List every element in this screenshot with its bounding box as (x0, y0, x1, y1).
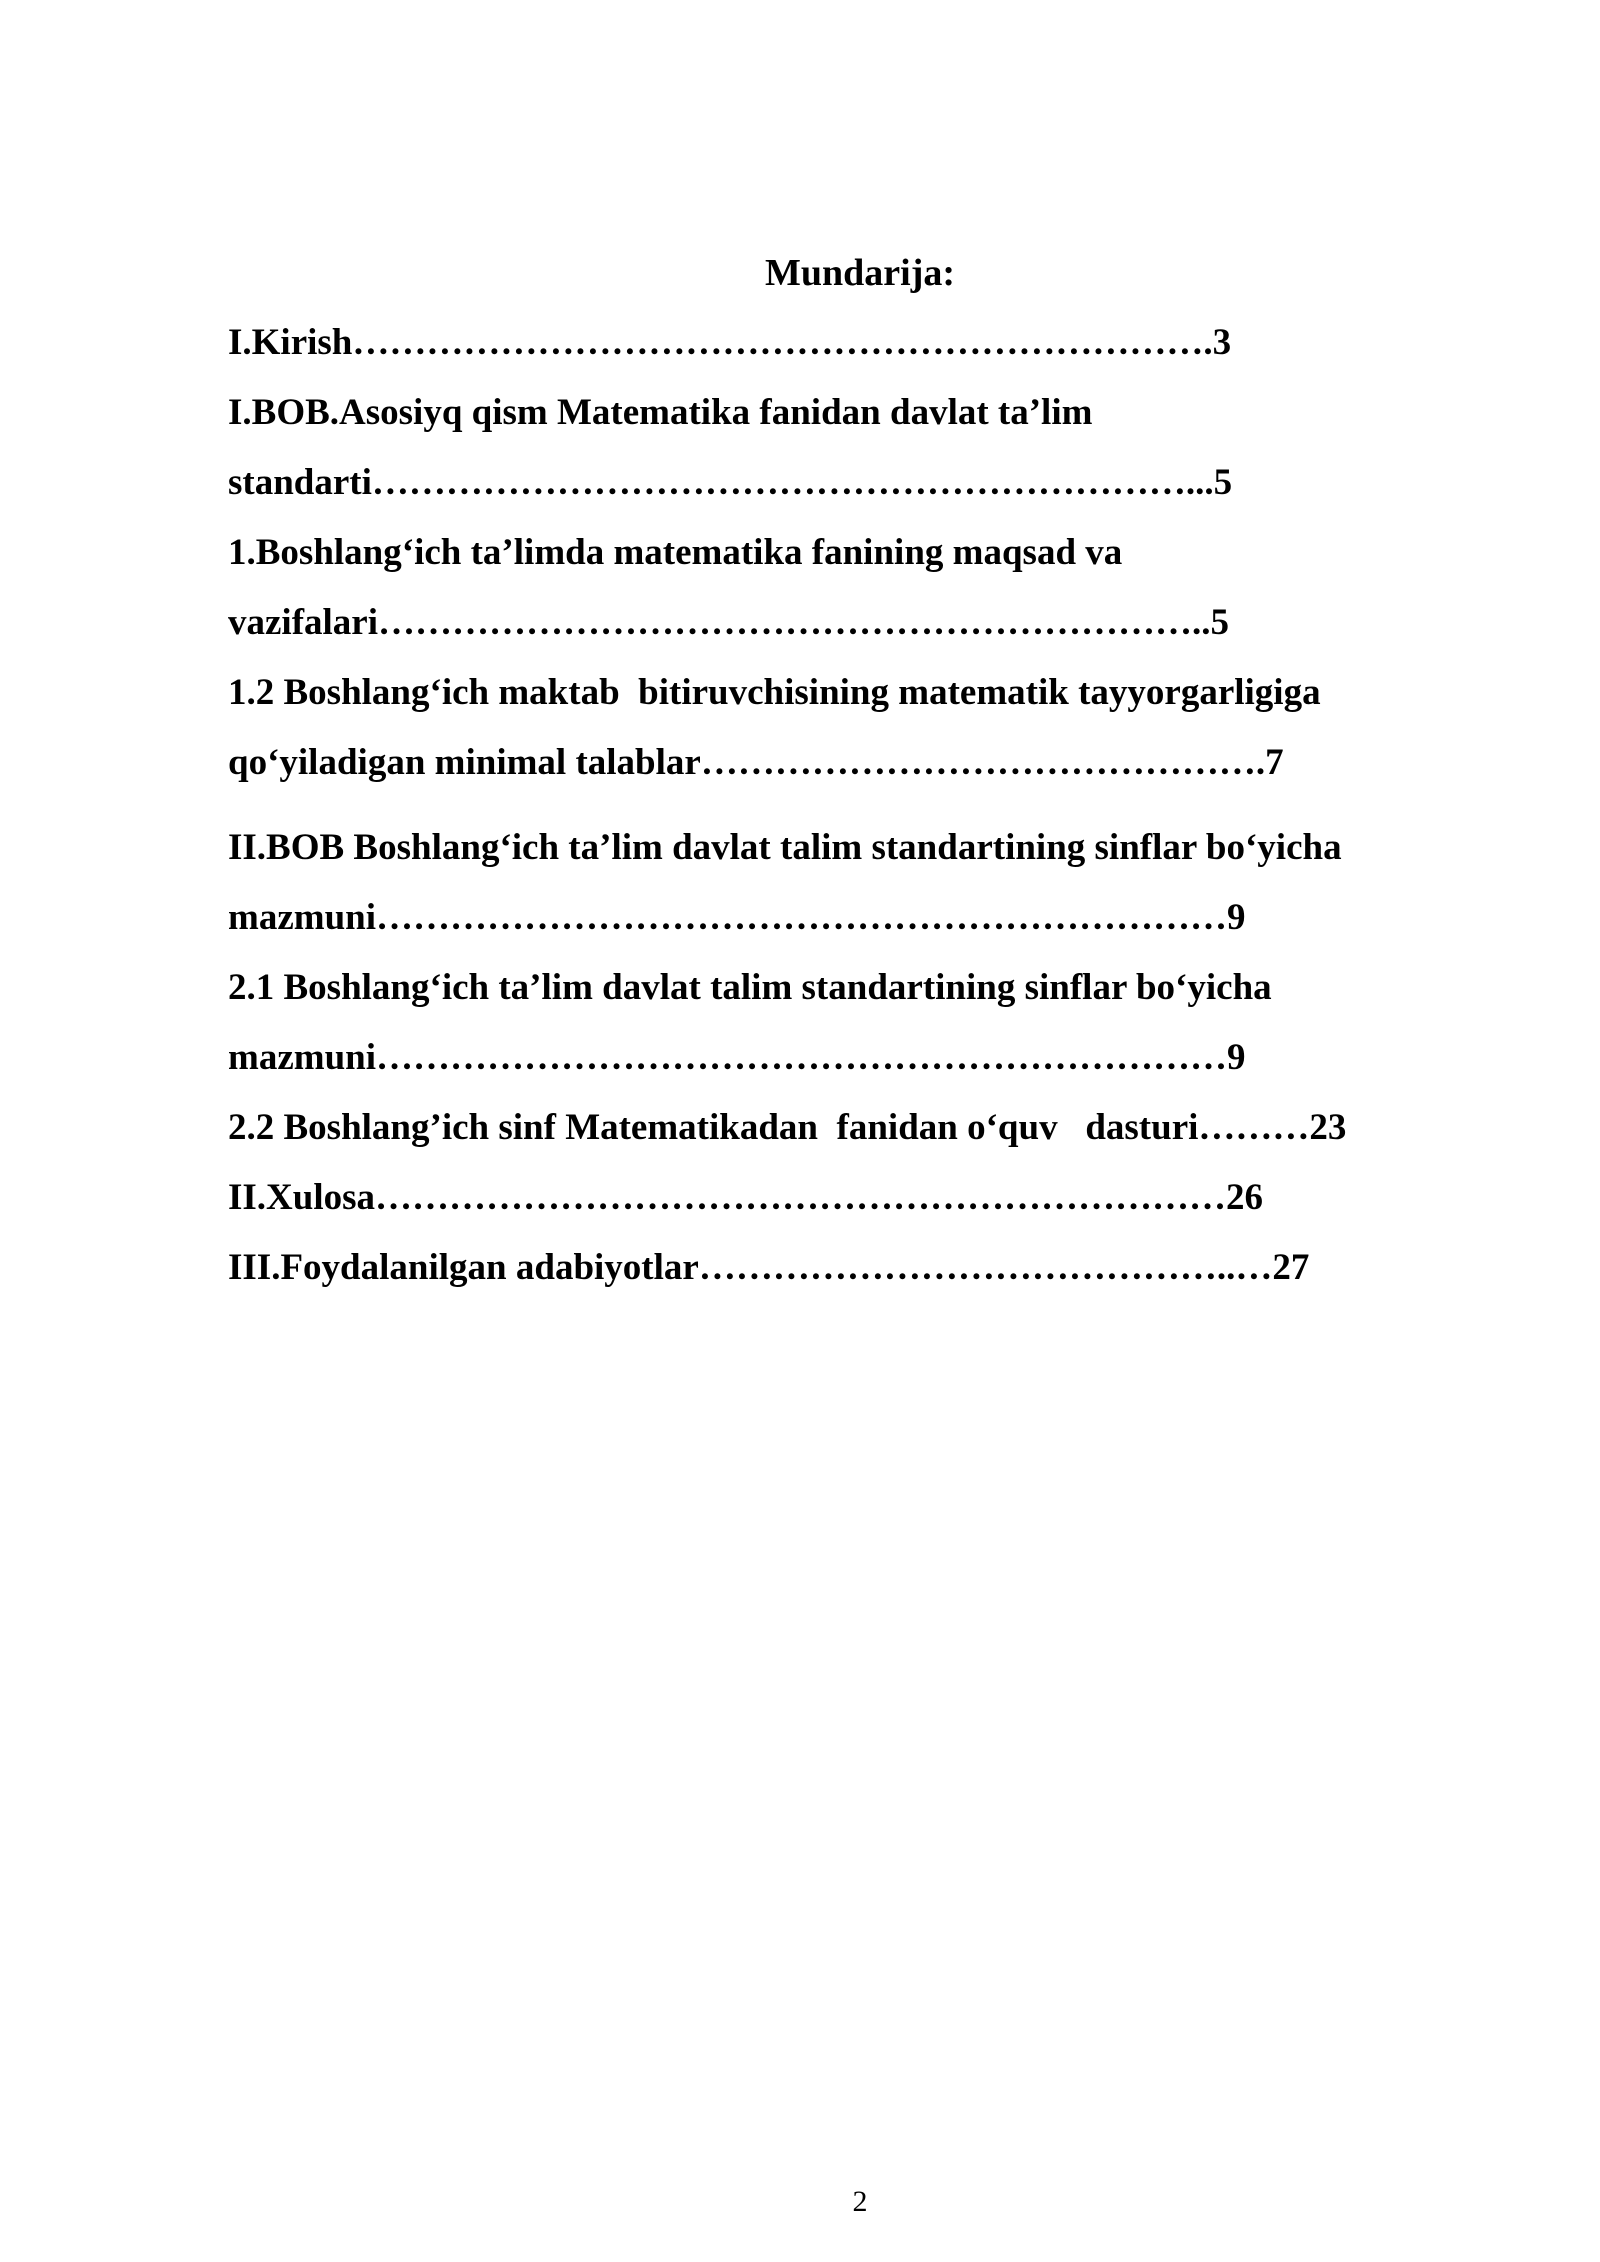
toc-entry-bob1-page: standarti…………………………………………………………...5 (228, 462, 1233, 503)
page-number: 2 (852, 2185, 868, 2218)
toc-entry-bob1-heading: I.BOB.Asosiyq qism Matematika fanidan davlat ta’lim (228, 392, 1093, 433)
toc-entry-adabiyotlar: III.Foydalanilgan adabiyotlar……………………………………..…27 (228, 1247, 1310, 1288)
toc-entry-2-2: 2.2 Boshlang’ich sinf Matematikadan fanidan o‘quv dasturi………23 (228, 1107, 1347, 1148)
toc-entry-xulosa: II.Xulosa……………………………………………………………26 (228, 1177, 1264, 1218)
toc-entry-1-2-heading: 1.2 Boshlang‘ich maktab bitiruvchisining matematik tayyorgarligiga (228, 672, 1321, 713)
toc-entry-1-1-page: vazifalari…………………………………………………………..5 (228, 602, 1230, 643)
toc-entry-1-2-page: qo‘yiladigan minimal talablar……………………………………….7 (228, 742, 1284, 783)
toc-entry-bob2-page: mazmuni……………………………………………………………9 (228, 897, 1246, 938)
toc-entry-bob2-heading: II.BOB Boshlang‘ich ta’lim davlat talim standartining sinflar bo‘yicha (228, 827, 1342, 868)
toc-title: Mundarija: (765, 252, 955, 294)
toc-entry-2-1-heading: 2.1 Boshlang‘ich ta’lim davlat talim standartining sinflar bo‘yicha (228, 967, 1272, 1008)
toc-entry-kirish: I.Kirish…………………………………………………………….3 (228, 322, 1232, 363)
toc-entry-1-1-heading: 1.Boshlang‘ich ta’limda matematika fanining maqsad va (228, 532, 1123, 573)
toc-entry-2-1-page: mazmuni……………………………………………………………9 (228, 1037, 1246, 1078)
